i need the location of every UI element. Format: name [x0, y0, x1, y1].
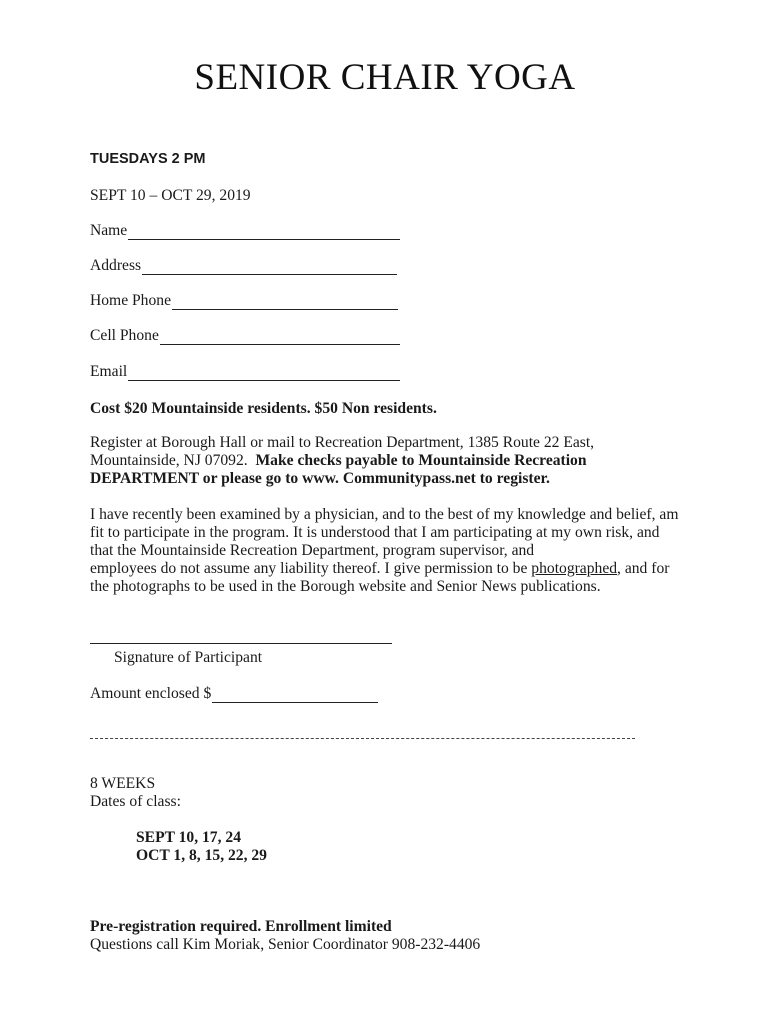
home-phone-line[interactable] — [172, 294, 398, 310]
home-phone-field[interactable] — [90, 292, 398, 310]
home-phone-label: Home Phone — [90, 292, 171, 309]
questions-text: Questions call Kim Moriak, Senior Coordinator 908-232-4406 — [90, 936, 481, 953]
sept-dates: SEPT 10, 17, 24 — [136, 829, 241, 846]
waiver-text-1: I have recently been examined by a physician, and to the best of my knowledge and belief, am fit to participate in the program. It is understood that I am participating at my own risk, and that the Mountainside Recreation Department, program supervisor, and — [90, 506, 679, 559]
weeks-text: 8 WEEKS — [90, 775, 156, 792]
register-paragraph — [90, 434, 685, 488]
email-label: Email — [90, 363, 128, 380]
amount-line[interactable] — [212, 687, 378, 703]
address-line[interactable] — [142, 259, 397, 275]
address-label: Address — [90, 257, 142, 274]
page-title: SENIOR CHAIR YOGA — [194, 57, 576, 98]
cost-text: Cost $20 Mountainside residents. $50 Non residents. — [90, 400, 437, 417]
email-line[interactable] — [128, 365, 400, 381]
address-field[interactable] — [90, 257, 397, 275]
cell-phone-label: Cell Phone — [90, 327, 159, 344]
email-field[interactable] — [90, 363, 400, 381]
amount-field[interactable] — [90, 685, 378, 703]
day-time: TUESDAYS 2 PM — [90, 151, 206, 167]
oct-dates: OCT 1, 8, 15, 22, 29 — [136, 847, 267, 864]
cut-line — [90, 738, 635, 739]
cell-phone-line[interactable] — [160, 329, 400, 345]
name-label: Name — [90, 222, 128, 239]
waiver-text-2b: , and for the photographs to be used in the Borough website and Senior News publications. — [90, 560, 670, 595]
waiver-text-2a: employees do not assume any liability thereof. I give permission to be — [90, 560, 532, 577]
signature-line[interactable] — [90, 643, 392, 644]
name-field[interactable] — [90, 222, 400, 240]
prereg-text: Pre-registration required. Enrollment limited — [90, 918, 392, 935]
register-instructions: Make checks payable to Mountainside Recreation DEPARTMENT or please go to www. Communitypass.net to register. — [90, 452, 587, 487]
signature-label: Signature of Participant — [114, 649, 263, 666]
name-line[interactable] — [128, 224, 400, 240]
cell-phone-field[interactable] — [90, 327, 400, 345]
waiver-paragraph — [90, 506, 685, 596]
photographed-text: photographed — [531, 560, 618, 577]
amount-label: Amount enclosed $ — [90, 685, 212, 702]
register-address-text: Register at Borough Hall or mail to Recreation Department, 1385 Route 22 East, Mountainside, NJ 07092. — [90, 434, 595, 469]
dates-label: Dates of class: — [90, 793, 181, 810]
session-dates: SEPT 10 – OCT 29, 2019 — [90, 187, 251, 204]
